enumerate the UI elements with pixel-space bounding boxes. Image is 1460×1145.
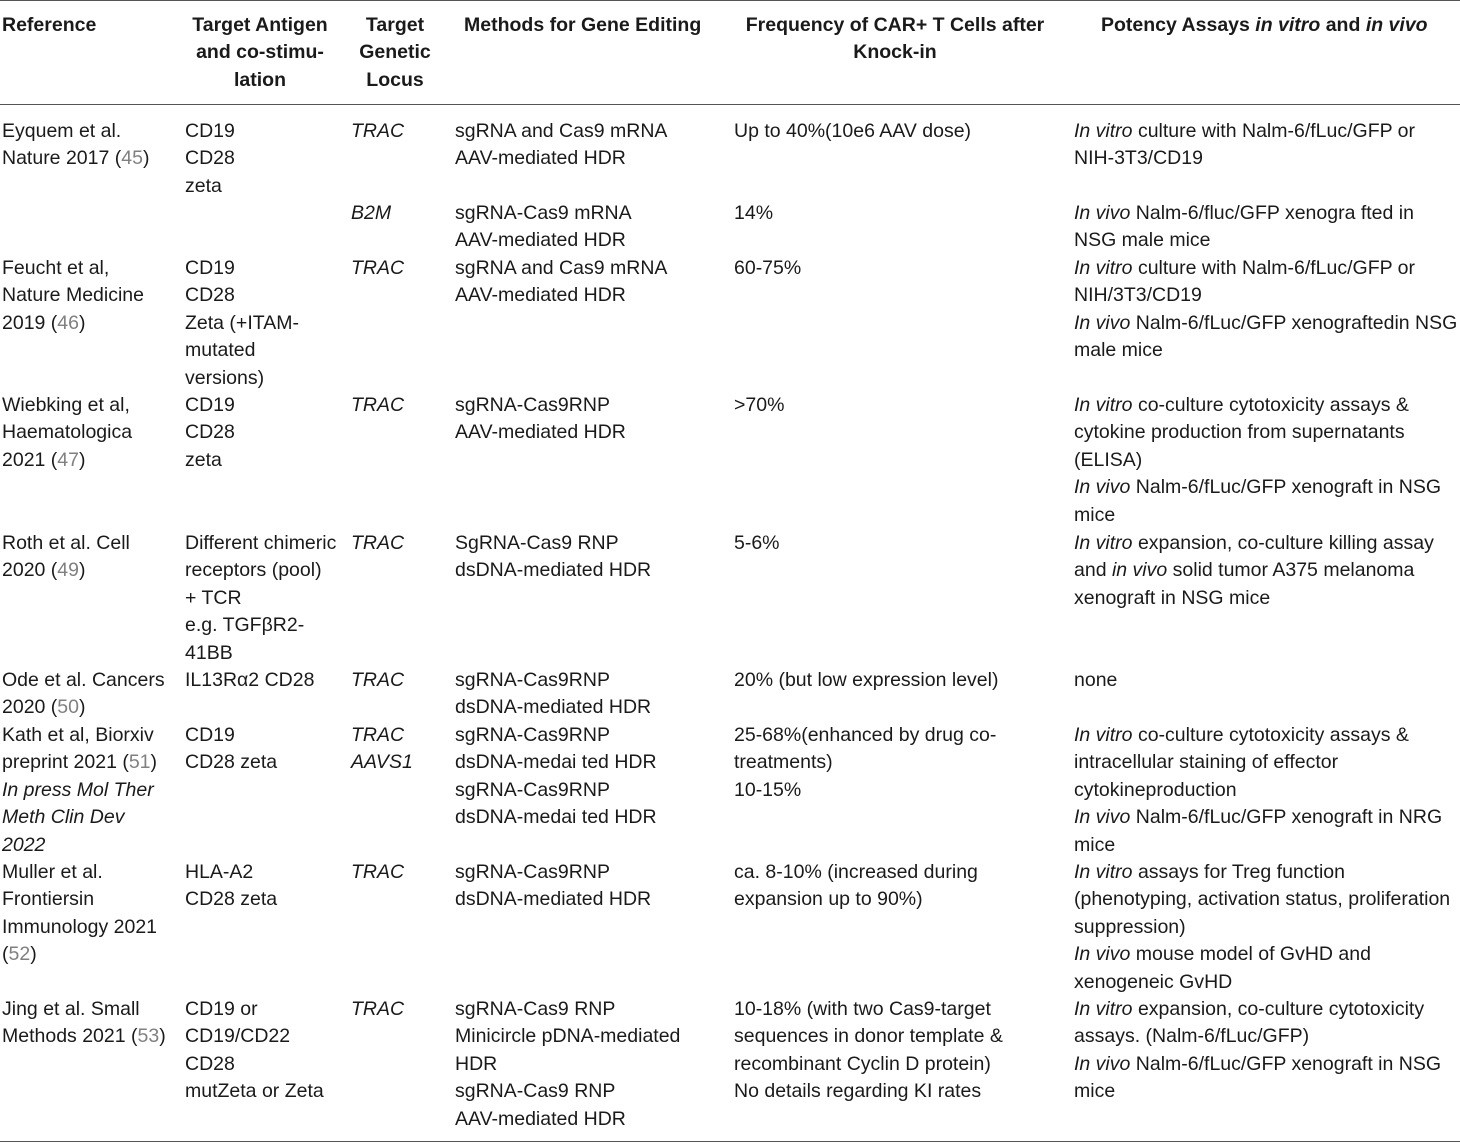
potency-text: suppression) — [1074, 915, 1186, 938]
potency-italic: In vitro — [1074, 861, 1133, 883]
potency-line — [1074, 419, 1441, 446]
reference-line: Feucht et al, — [2, 257, 110, 279]
methods-line: sgRNA-Cas9 RNP — [455, 998, 616, 1020]
potency-cell — [1074, 118, 1415, 173]
citation-number: 50 — [57, 696, 79, 719]
methods-line: sgRNA-Cas9RNP — [455, 861, 610, 883]
potency-text: mice — [1074, 503, 1116, 526]
locus-line: B2M — [351, 202, 392, 224]
reference-prefix: 2020 ( — [2, 696, 58, 719]
antigen-line: zeta — [185, 174, 222, 197]
reference-suffix: ) — [150, 751, 158, 774]
antigen-line: versions) — [185, 366, 265, 389]
potency-italic: In vitro — [1074, 724, 1133, 746]
header-potency-mid: and — [1320, 14, 1366, 36]
frequency-line: 20% (but low expression level) — [734, 669, 999, 691]
frequency-line: treatments) — [734, 751, 833, 774]
locus-line: TRAC — [351, 861, 405, 883]
reference-citation-line — [2, 749, 157, 776]
methods-line: dsDNA-medai ted HDR — [455, 806, 657, 829]
reference-prefix: preprint 2021 ( — [2, 751, 129, 774]
potency-text: Nalm-6/fLuc/GFP xenograft in NSG — [1130, 476, 1442, 499]
reference-cell — [2, 530, 130, 585]
potency-line — [1074, 118, 1415, 145]
reference-citation-line — [2, 1023, 166, 1050]
frequency-line: sequences in donor template & — [734, 1025, 1003, 1048]
potency-line — [1074, 667, 1117, 694]
header-antigen-line: and co-stimu- — [196, 41, 324, 64]
potency-text: Nalm-6/fluc/GFP xenogra fted in — [1130, 202, 1414, 224]
header-antigen — [180, 12, 340, 94]
antigen-cell — [185, 667, 314, 694]
methods-line: AAV-mediated HDR — [455, 284, 626, 307]
locus-line: TRAC — [351, 669, 405, 691]
frequency-cell — [734, 530, 780, 557]
antigen-line: HLA-A2 — [185, 861, 254, 883]
antigen-line: IL13Rα2 CD28 — [185, 669, 315, 691]
potency-text: Nalm-6/fLuc/GFP xenograft in NSG — [1130, 1052, 1442, 1075]
methods-cell — [455, 118, 667, 173]
potency-line — [1074, 585, 1434, 612]
potency-text: culture with Nalm-6/fLuc/GFP or — [1132, 257, 1416, 279]
methods-line: sgRNA and Cas9 mRNA — [455, 120, 668, 142]
reference-italic-line: 2022 — [2, 833, 46, 856]
reference-suffix: ) — [142, 147, 150, 170]
potency-line — [1074, 145, 1415, 172]
frequency-line: 14% — [734, 202, 774, 224]
reference-suffix: ) — [30, 943, 37, 966]
citation-number: 51 — [128, 751, 151, 774]
frequency-line: 10-18% (with two Cas9-target — [734, 998, 991, 1020]
frequency-line: No details regarding KI rates — [734, 1080, 982, 1103]
reference-suffix: ) — [159, 1025, 166, 1048]
reference-suffix: ) — [79, 559, 86, 582]
potency-line — [1074, 310, 1457, 337]
locus-line: TRAC — [351, 724, 405, 746]
methods-cell — [455, 996, 680, 1133]
header-reference: Reference — [2, 14, 97, 36]
potency-text: NIH/3T3/CD19 — [1074, 284, 1202, 307]
antigen-line: CD28 zeta — [185, 888, 278, 911]
potency-text: NIH-3T3/CD19 — [1074, 147, 1203, 170]
antigen-cell — [185, 118, 235, 200]
potency-line — [1074, 777, 1442, 804]
potency-line — [1074, 337, 1457, 364]
frequency-cell — [734, 392, 784, 419]
reference-citation-line — [2, 145, 149, 172]
potency-italic: In vitro — [1074, 394, 1133, 416]
locus-line: TRAC — [351, 257, 405, 279]
methods-line: Minicircle pDNA-mediated — [455, 1025, 681, 1048]
antigen-line: zeta — [185, 448, 222, 471]
reference-suffix: ) — [79, 448, 86, 471]
methods-line: dsDNA-mediated HDR — [455, 888, 652, 911]
frequency-line: 60-75% — [734, 257, 802, 279]
header-antigen-line: lation — [234, 68, 286, 91]
antigen-line: CD19/CD22 — [185, 1025, 291, 1048]
potency-cell — [1074, 392, 1441, 529]
potency-line — [1074, 804, 1442, 831]
reference-line: Jing et al. Small — [2, 998, 140, 1020]
locus-line: TRAC — [351, 120, 405, 142]
methods-line: AAV-mediated HDR — [455, 229, 626, 252]
locus-line: AAVS1 — [351, 751, 413, 774]
potency-line — [1074, 474, 1441, 501]
potency-text: NSG male mice — [1074, 229, 1211, 252]
locus-cell — [351, 722, 413, 777]
frequency-cell — [734, 667, 998, 694]
methods-line: sgRNA-Cas9RNP — [455, 394, 610, 416]
reference-cell — [2, 118, 149, 173]
header-frequency-line: Knock-in — [853, 41, 937, 64]
reference-line: Wiebking et al, — [2, 394, 130, 416]
potency-cell — [1074, 859, 1450, 996]
reference-line: Haematologica — [2, 421, 133, 444]
potency-italic: In vivo — [1074, 311, 1131, 334]
reference-line: Kath et al, Biorxiv — [2, 724, 154, 746]
potency-italic: In vivo — [1074, 806, 1131, 829]
potency-line — [1074, 969, 1450, 996]
antigen-line: CD19 — [185, 394, 235, 416]
potency-line — [1074, 282, 1457, 309]
reference-line: Nature Medicine — [2, 284, 144, 307]
header-locus — [348, 12, 442, 94]
reference-cell — [2, 996, 166, 1051]
frequency-cell — [734, 996, 1003, 1106]
reference-citation-line — [2, 941, 157, 968]
reference-cell — [2, 667, 165, 722]
locus-line: TRAC — [351, 532, 405, 554]
potency-line — [1074, 749, 1442, 776]
methods-line: dsDNA-mediated HDR — [455, 696, 652, 719]
potency-line — [1074, 557, 1434, 584]
frequency-cell — [734, 722, 996, 804]
antigen-line: Different chimeric — [185, 532, 337, 554]
methods-cell — [455, 722, 657, 832]
antigen-line: Zeta (+ITAM- — [185, 311, 299, 334]
reference-prefix: Methods 2021 ( — [2, 1025, 138, 1048]
potency-text: culture with Nalm-6/fLuc/GFP or — [1132, 120, 1416, 142]
methods-line: sgRNA-Cas9RNP — [455, 669, 610, 691]
antigen-line: CD28 — [185, 421, 235, 444]
potency-text: expansion, co-culture cytotoxicity — [1132, 998, 1425, 1020]
potency-line — [1074, 1023, 1441, 1050]
antigen-line: CD28 — [185, 284, 235, 307]
reference-prefix: 2020 ( — [2, 559, 58, 582]
methods-line: sgRNA-Cas9RNP — [455, 778, 610, 801]
locus-cell — [351, 118, 404, 145]
potency-text: male mice — [1074, 339, 1163, 362]
potency-text: Nalm-6/fLuc/GFP xenograft in NRG — [1130, 806, 1443, 829]
reference-citation-line — [2, 447, 132, 474]
potency-text: intracellular staining of effector — [1074, 751, 1339, 774]
locus-line: TRAC — [351, 394, 405, 416]
potency-text: cytokine production from supernatants — [1074, 421, 1405, 444]
potency-cell — [1074, 200, 1414, 255]
antigen-cell — [185, 530, 336, 667]
locus-cell — [351, 667, 404, 694]
potency-italic: In vitro — [1074, 998, 1133, 1020]
potency-italic: In vitro — [1074, 532, 1133, 554]
potency-text: xenogeneic GvHD — [1074, 970, 1233, 993]
table-top-rule — [0, 0, 1460, 1]
potency-line — [1074, 722, 1442, 749]
antigen-cell — [185, 722, 277, 777]
methods-cell — [455, 667, 651, 722]
methods-line: SgRNA-Cas9 RNP — [455, 532, 619, 554]
potency-line — [1074, 832, 1442, 859]
antigen-line: mutated — [185, 339, 256, 362]
methods-cell — [455, 530, 651, 585]
potency-line — [1074, 914, 1450, 941]
header-locus-line: Locus — [366, 68, 424, 91]
methods-line: sgRNA-Cas9 RNP — [455, 1080, 616, 1103]
table-bottom-rule — [0, 1141, 1460, 1142]
locus-cell — [351, 859, 404, 886]
antigen-line: receptors (pool) — [185, 559, 322, 582]
frequency-line: 5-6% — [734, 532, 780, 554]
reference-prefix: 2019 ( — [2, 311, 58, 334]
header-locus-line: Genetic — [359, 41, 431, 64]
potency-text: assays for Treg function — [1132, 861, 1345, 883]
methods-line: dsDNA-medai ted HDR — [455, 751, 657, 774]
locus-cell — [351, 530, 404, 557]
frequency-cell — [734, 859, 978, 914]
antigen-line: 41BB — [185, 641, 233, 664]
antigen-line: CD19 — [185, 257, 235, 279]
reference-cell — [2, 392, 132, 474]
locus-cell — [351, 255, 404, 282]
header-potency-italic2: in vivo — [1365, 14, 1428, 36]
reference-line: Ode et al. Cancers — [2, 669, 165, 691]
citation-number: 47 — [57, 448, 79, 471]
potency-text: mouse model of GvHD and — [1130, 943, 1371, 966]
potency-text: co-culture cytotoxicity assays & — [1132, 724, 1409, 746]
frequency-line: expansion up to 90%) — [734, 888, 923, 911]
potency-text: solid tumor A375 melanoma — [1167, 559, 1415, 582]
antigen-line: CD19 — [185, 724, 235, 746]
reference-line: Muller et al. — [2, 861, 103, 883]
potency-line — [1074, 502, 1441, 529]
reference-line: Eyquem et al. — [2, 120, 122, 142]
potency-italic: In vitro — [1074, 120, 1133, 142]
methods-line: dsDNA-mediated HDR — [455, 559, 652, 582]
frequency-line: Up to 40%(10e6 AAV dose) — [734, 120, 972, 142]
potency-italic: in vivo — [1111, 559, 1168, 582]
potency-text: (phenotyping, activation status, proliferation — [1074, 888, 1451, 911]
potency-text: assays. (Nalm-6/fLuc/GFP) — [1074, 1025, 1310, 1048]
potency-line — [1074, 996, 1441, 1023]
antigen-cell — [185, 996, 324, 1106]
potency-line — [1074, 1078, 1441, 1105]
methods-cell — [455, 392, 626, 447]
reference-line: Roth et al. Cell — [2, 532, 130, 554]
potency-text: co-culture cytotoxicity assays & — [1132, 394, 1409, 416]
locus-cell — [351, 200, 391, 227]
frequency-cell — [734, 200, 773, 227]
potency-line — [1074, 859, 1450, 886]
reference-line: Immunology 2021 — [2, 915, 158, 938]
frequency-cell — [734, 118, 971, 145]
potency-text: (ELISA) — [1074, 448, 1143, 471]
reference-suffix: ) — [79, 696, 86, 719]
methods-cell — [455, 255, 667, 310]
reference-prefix: 2021 ( — [2, 448, 58, 471]
potency-italic: In vitro — [1074, 257, 1133, 279]
methods-cell — [455, 200, 632, 255]
potency-line — [1074, 530, 1434, 557]
header-locus-line: Target — [365, 14, 425, 36]
antigen-line: CD19 — [185, 120, 235, 142]
potency-cell — [1074, 996, 1441, 1106]
antigen-line: + TCR — [185, 586, 242, 609]
potency-cell — [1074, 255, 1457, 365]
methods-line: AAV-mediated HDR — [455, 421, 626, 444]
potency-italic: In vivo — [1074, 202, 1131, 224]
citation-number: 53 — [137, 1025, 160, 1048]
header-antigen-line: Target Antigen — [192, 14, 328, 36]
frequency-line: ca. 8-10% (increased during — [734, 861, 978, 883]
locus-cell — [351, 392, 404, 419]
antigen-cell — [185, 859, 277, 914]
citation-number: 46 — [57, 311, 79, 334]
potency-line — [1074, 941, 1450, 968]
potency-text: mice — [1074, 1080, 1116, 1103]
reference-suffix: ) — [79, 311, 86, 334]
potency-text: expansion, co-culture killing assay — [1132, 532, 1434, 554]
potency-text: none — [1074, 669, 1118, 691]
potency-italic: In vivo — [1074, 943, 1131, 966]
potency-cell — [1074, 722, 1442, 859]
potency-text: and — [1074, 559, 1112, 582]
methods-line: AAV-mediated HDR — [455, 147, 626, 170]
potency-line — [1074, 886, 1450, 913]
header-rule — [0, 104, 1460, 105]
reference-citation-line — [2, 694, 165, 721]
potency-line — [1074, 447, 1441, 474]
antigen-cell — [185, 255, 299, 392]
header-methods: Methods for Gene Editing — [464, 14, 702, 36]
header-potency-italic1: in vitro — [1255, 14, 1321, 36]
antigen-line: mutZeta or Zeta — [185, 1080, 324, 1103]
reference-prefix: Nature 2017 ( — [2, 147, 122, 170]
reference-italic-line: In press Mol Ther — [2, 778, 154, 801]
header-potency — [1101, 12, 1428, 39]
potency-line — [1074, 255, 1457, 282]
locus-line: TRAC — [351, 998, 405, 1020]
header-potency-prefix: Potency Assays — [1101, 14, 1256, 36]
potency-text: mice — [1074, 833, 1116, 856]
methods-cell — [455, 859, 651, 914]
methods-line: AAV-mediated HDR — [455, 1107, 626, 1130]
antigen-line: CD28 zeta — [185, 751, 278, 774]
frequency-line: >70% — [734, 394, 785, 416]
potency-cell — [1074, 667, 1117, 694]
reference-citation-line — [2, 557, 130, 584]
potency-cell — [1074, 530, 1434, 612]
methods-line: HDR — [455, 1052, 498, 1075]
antigen-cell — [185, 392, 235, 474]
header-frequency-line: Frequency of CAR+ T Cells after — [745, 14, 1045, 36]
potency-text: xenograft in NSG mice — [1074, 586, 1271, 609]
frequency-line: recombinant Cyclin D protein) — [734, 1052, 991, 1075]
potency-line — [1074, 392, 1441, 419]
antigen-line: CD19 or — [185, 998, 258, 1020]
antigen-line: CD28 — [185, 147, 235, 170]
frequency-line: 25-68%(enhanced by drug co- — [734, 724, 997, 746]
locus-cell — [351, 996, 404, 1023]
citation-number: 52 — [8, 943, 31, 966]
reference-italic-line: Meth Clin Dev — [2, 806, 125, 829]
potency-italic: In vivo — [1074, 476, 1131, 499]
potency-italic: In vivo — [1074, 1052, 1131, 1075]
citation-number: 45 — [121, 147, 143, 170]
potency-text: cytokineproduction — [1074, 778, 1237, 801]
reference-prefix: ( — [2, 943, 9, 966]
potency-line — [1074, 1051, 1441, 1078]
methods-line: sgRNA-Cas9 mRNA — [455, 202, 632, 224]
frequency-cell — [734, 255, 801, 282]
potency-text: Nalm-6/fLuc/GFP xenograftedin NSG — [1130, 311, 1458, 334]
reference-citation-line — [2, 310, 144, 337]
methods-line: sgRNA and Cas9 mRNA — [455, 257, 668, 279]
reference-cell — [2, 722, 157, 859]
antigen-line: e.g. TGFβR2- — [185, 614, 305, 637]
citation-number: 49 — [57, 559, 79, 582]
antigen-line: CD28 — [185, 1052, 235, 1075]
potency-line — [1074, 200, 1414, 227]
potency-line — [1074, 227, 1414, 254]
reference-cell — [2, 859, 157, 969]
methods-line: sgRNA-Cas9RNP — [455, 724, 610, 746]
reference-cell — [2, 255, 144, 337]
header-frequency — [736, 12, 1054, 67]
reference-line: Frontiersin — [2, 888, 95, 911]
frequency-line: 10-15% — [734, 778, 802, 801]
